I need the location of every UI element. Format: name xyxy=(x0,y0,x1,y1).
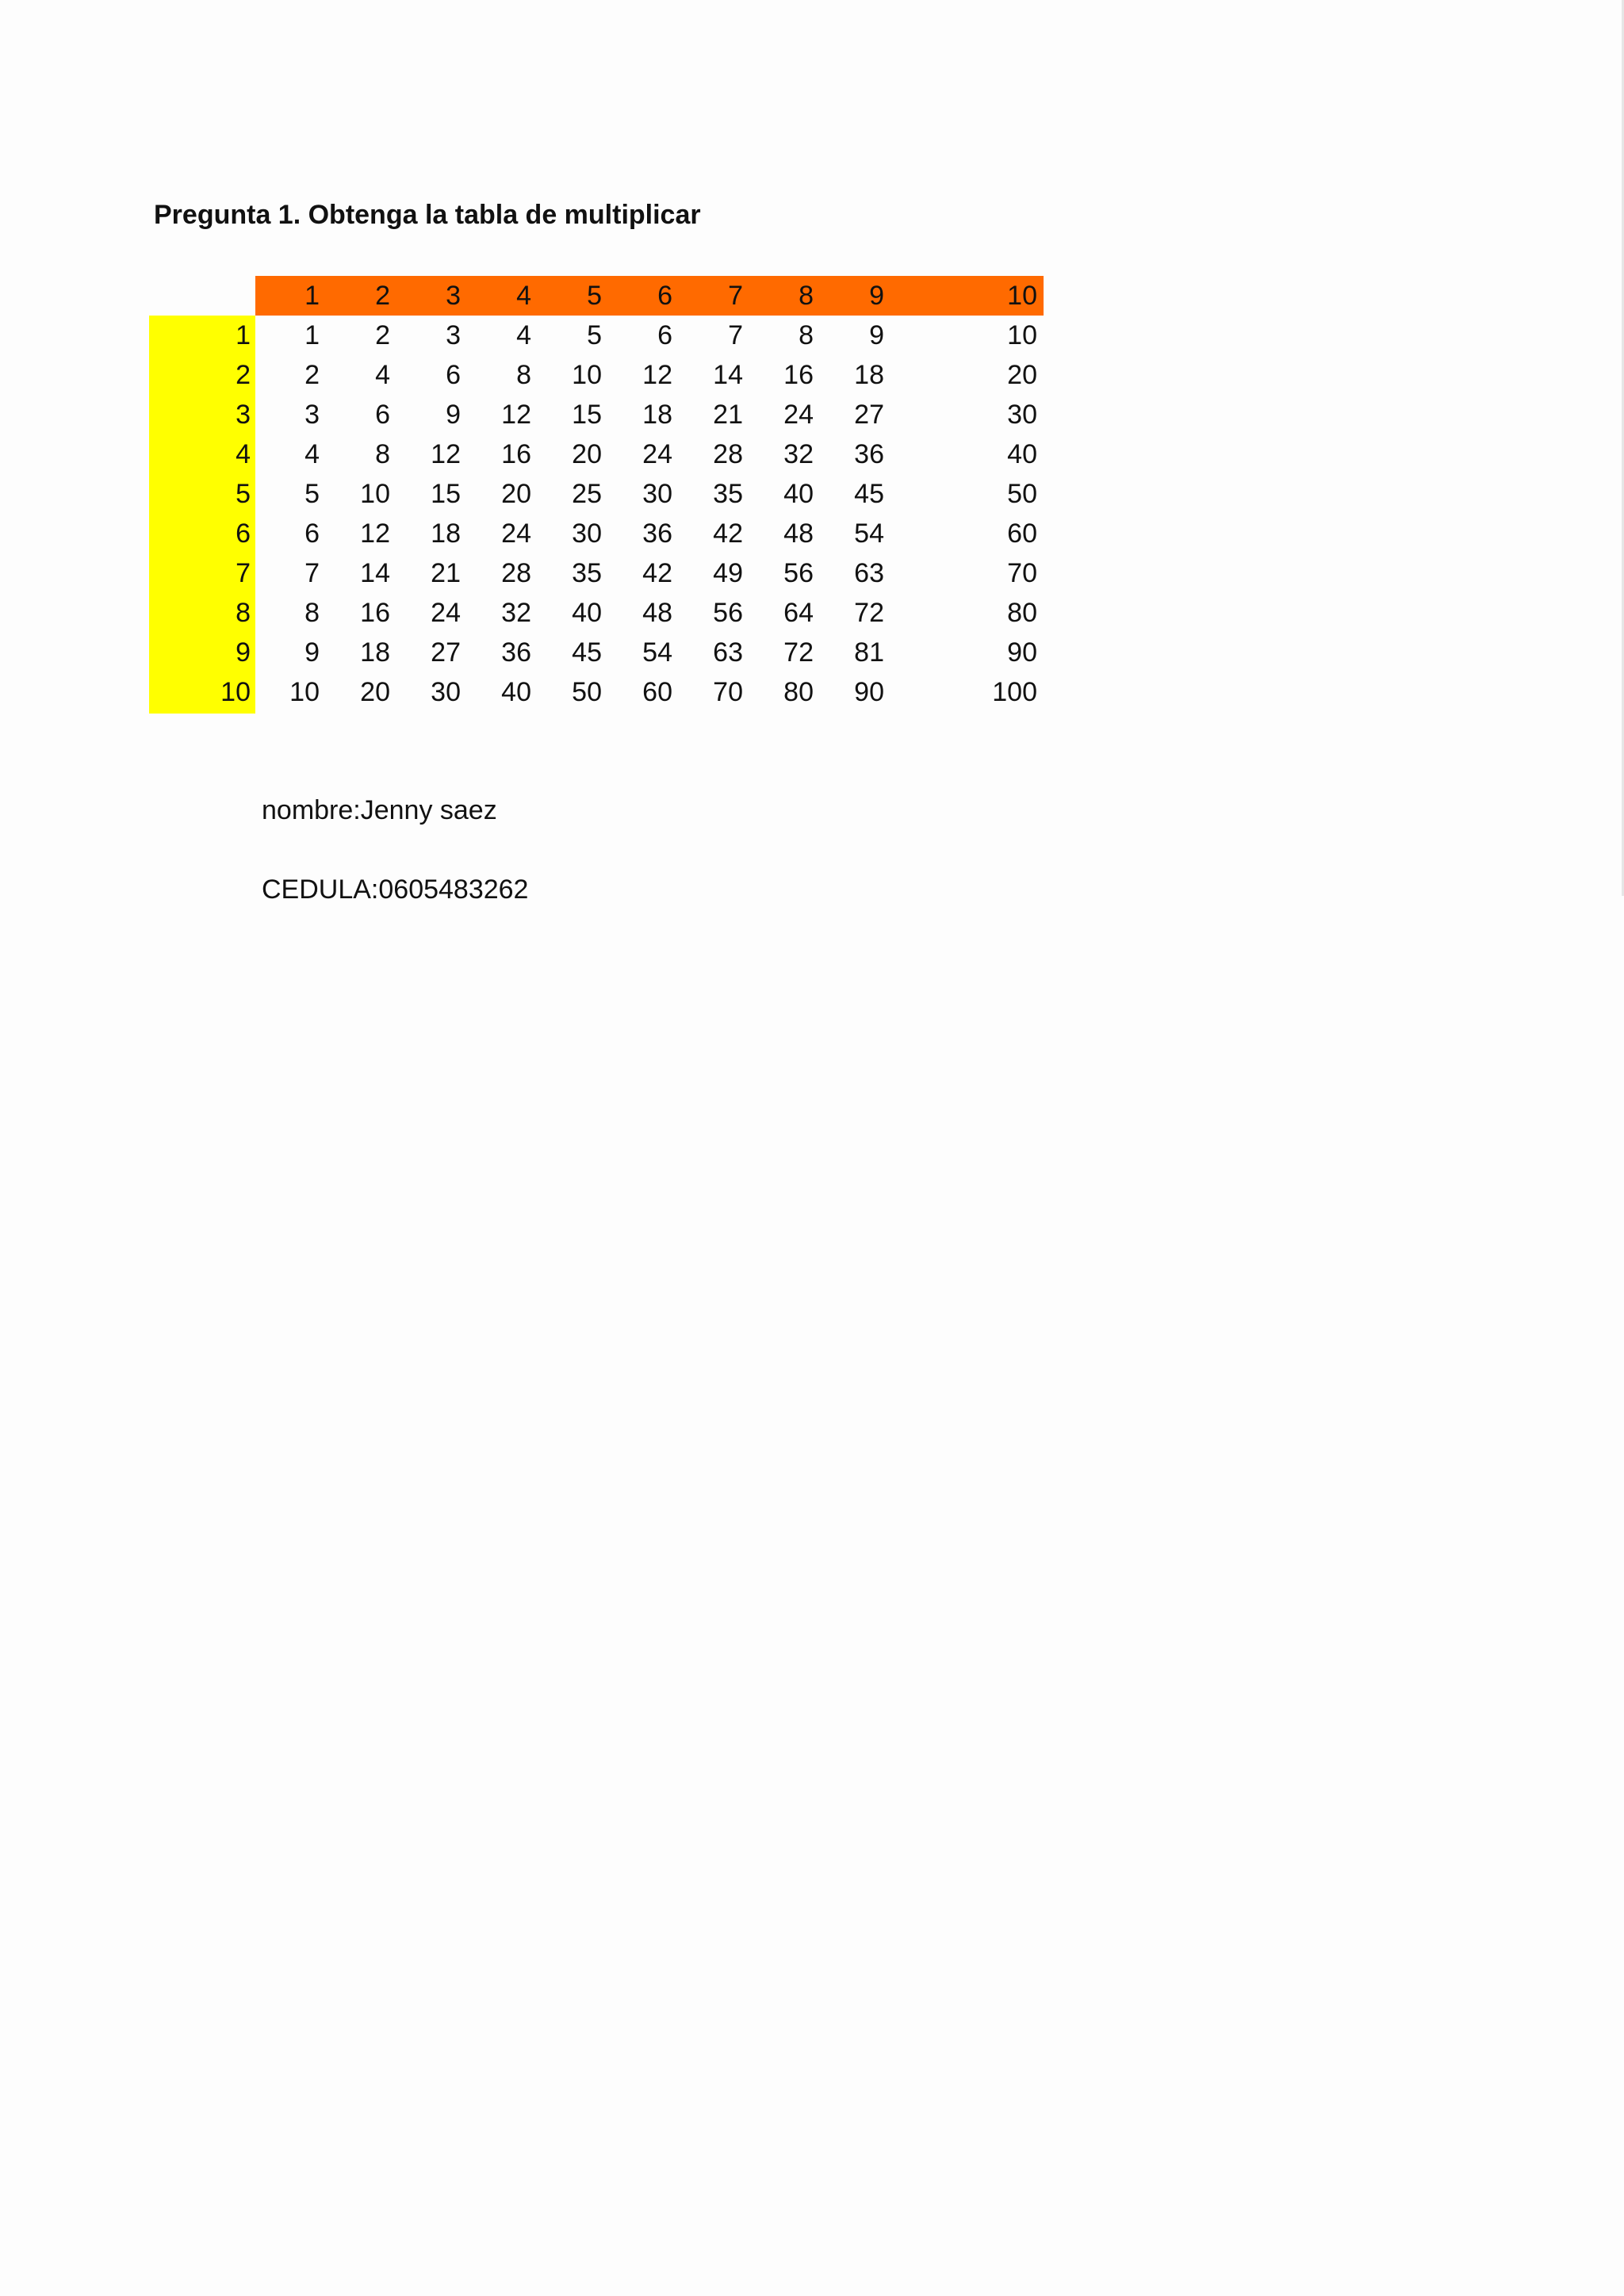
table-cell: 40 xyxy=(1007,439,1037,469)
table-cell: 9 xyxy=(869,320,884,350)
table-cell: 9 xyxy=(446,400,461,430)
table-cell: 12 xyxy=(642,360,672,390)
table-corner-cell xyxy=(149,276,255,316)
table-cell: 28 xyxy=(501,558,531,588)
table-cell: 90 xyxy=(854,677,884,707)
table-cell: 40 xyxy=(501,677,531,707)
column-header-cell: 2 xyxy=(326,276,396,316)
column-header-cell: 4 xyxy=(467,276,538,316)
table-cell: 42 xyxy=(713,519,743,549)
table-cell: 90 xyxy=(1007,637,1037,668)
table-cell: 64 xyxy=(783,598,814,628)
table-cell: 100 xyxy=(992,677,1037,707)
table-cell: 50 xyxy=(1007,479,1037,509)
table-cell: 30 xyxy=(642,479,672,509)
table-cell: 16 xyxy=(783,360,814,390)
table-cell: 8 xyxy=(799,320,814,350)
table-cell: 63 xyxy=(854,558,884,588)
table-cell: 2 xyxy=(304,360,320,390)
table-cell: 4 xyxy=(516,320,531,350)
table-cell: 81 xyxy=(854,637,884,668)
table-row xyxy=(149,672,1044,712)
table-cell: 54 xyxy=(854,519,884,549)
table-cell: 48 xyxy=(642,598,672,628)
table-row xyxy=(149,355,1044,395)
column-header-cell: 7 xyxy=(679,276,749,316)
table-cell: 63 xyxy=(713,637,743,668)
table-cell: 24 xyxy=(501,519,531,549)
row-header-cell: 8 xyxy=(149,593,255,633)
table-cell: 3 xyxy=(446,320,461,350)
table-cell: 70 xyxy=(713,677,743,707)
multiplication-table xyxy=(149,276,1044,712)
table-cell: 15 xyxy=(572,400,602,430)
table-cell: 25 xyxy=(572,479,602,509)
column-header-cell: 8 xyxy=(749,276,820,316)
table-cell: 45 xyxy=(854,479,884,509)
table-cell: 5 xyxy=(304,479,320,509)
table-cell: 32 xyxy=(783,439,814,469)
table-cell: 30 xyxy=(572,519,602,549)
table-cell: 2 xyxy=(375,320,390,350)
table-cell: 12 xyxy=(360,519,390,549)
table-cell: 9 xyxy=(304,637,320,668)
table-cell: 8 xyxy=(375,439,390,469)
table-cell: 40 xyxy=(783,479,814,509)
table-cell: 4 xyxy=(375,360,390,390)
row-header-cell: 10 xyxy=(149,672,255,712)
table-cell: 28 xyxy=(713,439,743,469)
table-cell: 16 xyxy=(360,598,390,628)
table-header-row xyxy=(149,276,1044,316)
table-cell: 18 xyxy=(642,400,672,430)
table-cell: 6 xyxy=(375,400,390,430)
table-cell: 24 xyxy=(431,598,461,628)
row-header-cell: 1 xyxy=(149,316,255,355)
table-cell: 1 xyxy=(304,320,320,350)
table-cell: 8 xyxy=(304,598,320,628)
table-cell: 70 xyxy=(1007,558,1037,588)
column-header-cell: 1 xyxy=(255,276,326,316)
column-header-cell: 9 xyxy=(820,276,891,316)
table-cell: 5 xyxy=(587,320,602,350)
table-cell: 12 xyxy=(501,400,531,430)
table-cell: 10 xyxy=(1007,320,1037,350)
table-cell: 20 xyxy=(572,439,602,469)
table-cell: 4 xyxy=(304,439,320,469)
table-cell: 6 xyxy=(304,519,320,549)
table-row xyxy=(149,553,1044,593)
table-cell: 7 xyxy=(728,320,743,350)
row-header-cell: 7 xyxy=(149,553,255,593)
table-cell: 27 xyxy=(431,637,461,668)
table-cell: 21 xyxy=(713,400,743,430)
table-cell: 6 xyxy=(446,360,461,390)
table-cell: 42 xyxy=(642,558,672,588)
table-cell: 3 xyxy=(304,400,320,430)
table-cell: 10 xyxy=(360,479,390,509)
student-id: CEDULA:0605483262 xyxy=(262,874,529,905)
column-header-cell: 10 xyxy=(891,276,1044,316)
table-cell: 35 xyxy=(572,558,602,588)
table-cell: 48 xyxy=(783,519,814,549)
row-header-cell: 3 xyxy=(149,395,255,434)
row-header-fill xyxy=(149,712,255,714)
row-header-cell: 9 xyxy=(149,633,255,672)
table-cell: 80 xyxy=(1007,598,1037,628)
table-row xyxy=(149,593,1044,633)
table-cell: 21 xyxy=(431,558,461,588)
table-row xyxy=(149,514,1044,553)
column-header-cell: 3 xyxy=(396,276,467,316)
table-cell: 14 xyxy=(360,558,390,588)
table-cell: 36 xyxy=(854,439,884,469)
table-cell: 12 xyxy=(431,439,461,469)
table-cell: 18 xyxy=(360,637,390,668)
table-cell: 54 xyxy=(642,637,672,668)
column-header-cell: 6 xyxy=(608,276,679,316)
table-cell: 49 xyxy=(713,558,743,588)
table-row xyxy=(149,434,1044,474)
table-cell: 16 xyxy=(501,439,531,469)
table-cell: 32 xyxy=(501,598,531,628)
table-cell: 35 xyxy=(713,479,743,509)
table-cell: 30 xyxy=(1007,400,1037,430)
table-cell: 7 xyxy=(304,558,320,588)
table-cell: 60 xyxy=(1007,519,1037,549)
table-cell: 60 xyxy=(642,677,672,707)
row-header-cell: 6 xyxy=(149,514,255,553)
table-cell: 27 xyxy=(854,400,884,430)
table-cell: 18 xyxy=(854,360,884,390)
table-cell: 10 xyxy=(289,677,320,707)
table-cell: 18 xyxy=(431,519,461,549)
student-name: nombre:Jenny saez xyxy=(262,795,497,825)
table-cell: 36 xyxy=(642,519,672,549)
table-cell: 36 xyxy=(501,637,531,668)
table-cell: 30 xyxy=(431,677,461,707)
table-cell: 10 xyxy=(572,360,602,390)
table-cell: 56 xyxy=(783,558,814,588)
table-cell: 15 xyxy=(431,479,461,509)
table-cell: 14 xyxy=(713,360,743,390)
table-row xyxy=(149,633,1044,672)
table-row xyxy=(149,474,1044,514)
table-cell: 80 xyxy=(783,677,814,707)
table-cell: 20 xyxy=(360,677,390,707)
table-cell: 72 xyxy=(854,598,884,628)
table-cell: 6 xyxy=(657,320,672,350)
table-cell: 20 xyxy=(1007,360,1037,390)
table-cell: 72 xyxy=(783,637,814,668)
table-cell: 56 xyxy=(713,598,743,628)
table-cell: 24 xyxy=(783,400,814,430)
row-header-cell: 4 xyxy=(149,434,255,474)
table-cell: 20 xyxy=(501,479,531,509)
table-row xyxy=(149,316,1044,355)
row-header-cell: 5 xyxy=(149,474,255,514)
table-cell: 40 xyxy=(572,598,602,628)
table-cell: 50 xyxy=(572,677,602,707)
column-header-cell: 5 xyxy=(538,276,608,316)
row-header-cell: 2 xyxy=(149,355,255,395)
page-title: Pregunta 1. Obtenga la tabla de multiplicar xyxy=(154,200,701,230)
table-row xyxy=(149,395,1044,434)
table-cell: 24 xyxy=(642,439,672,469)
table-cell: 45 xyxy=(572,637,602,668)
table-cell: 8 xyxy=(516,360,531,390)
